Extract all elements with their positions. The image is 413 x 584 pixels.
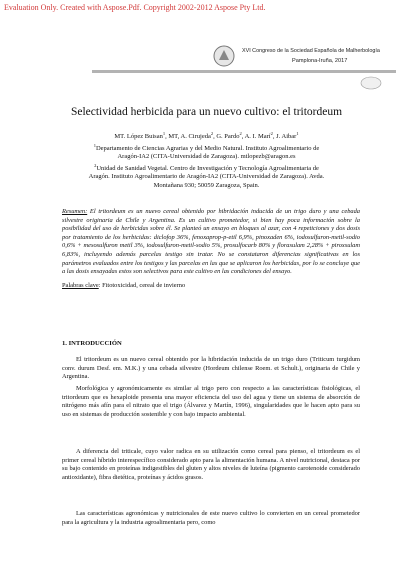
affiliation-2c: Montañana 930; 50059 Zaragoza, Spain. <box>153 181 260 189</box>
affiliation-1a: $^1$Departamento de Ciencias Agrarias y del Medio Natural. Instituto Agroalimentario de <box>93 142 320 152</box>
conference-logo-icon <box>212 44 236 68</box>
header-bar <box>92 70 396 73</box>
affiliation-2a: $^2$Unidad de Sanidad Vegetal. Centro de Investigación y Tecnología Agroalimentaria de <box>94 162 319 172</box>
paragraph-3: A diferencia del triticale, cuyo valor radica en su utilización como cereal para pienso, el tritordeum es el primer cereal híbrido interespecífico considerado apto para la alimentación humana. A nivel nutricional, destaca por su bajo contenido en proteínas indigestibles del gluten y altos niveles de luteína (pigmento carotenoide considerado antioxidante), fibra dietética, proteínas y ácidos grasos. <box>62 448 360 481</box>
conference-header <box>242 48 402 64</box>
authors-block <box>0 130 413 190</box>
conference-name: XVI Congreso de la Sociedad Española de Malherbología <box>242 48 380 54</box>
abstract <box>62 208 360 277</box>
paragraph-2: Morfológica y agronómicamente es similar al trigo pero con respecto a las características fisiológicas, el tritordeum que es hexaploide presenta una mayor eficiencia del uso del agua y tiene un sistema de absorción de nitrógeno más afín para el nitrato que el trigo (Álvarez y Martín, 1996), singularidades que le hacen apto para su uso en sistemas de producción sostenible y con bajo impacto ambiental. <box>62 385 360 418</box>
semh-badge-icon <box>360 76 382 90</box>
abstract-label: Resumen: <box>62 208 88 215</box>
abstract-text: El tritordeum es un nuevo cereal obtenido por hibridación inducida de un trigo duro y una cebada silvestre originaria de Chile y Argentina. Es un cultivo prometedor, si bien hay poca información sobre la posibilidad del uso de herbicidas sobre él. Se planteó un ensayo en bloques al azar, con 4 repeticiones y dos dosis por tratamiento de los herbicidas: diclofop 36%, fenoxaprop-p-etil 6,9%, pinoxaden 6%, iodosulfuron-metil-sodio 0,6% + mesosulfuron metil 3%, iodosulfuron-metil-sodio 5%, prosulfocarb 80% y florasulam 2,28% + piroxsulam 6,83%, incluyendo además parcelas testigo sin tratar. No se constataron diferencias significativas en los parámetros evaluados entre los testigos y las parcelas en las que se aplicaron los herbicidas, por lo se concluye que a las dosis ensayadas estos son selectivos para este cultivo en las condiciones del ensayo. <box>62 208 360 276</box>
section-heading: 1. INTRODUCCIÓN <box>62 340 122 347</box>
keywords-text: : Fitotoxicidad, cereal de invierno <box>98 282 186 289</box>
watermark: Evaluation Only. Created with Aspose.Pdf. Copyright 2002-2012 Aspose Pty Ltd. <box>4 3 266 12</box>
paragraph-1: El tritordeum es un nuevo cereal obtenido por la hibridación inducida de un trigo duro (Triticum turgidum conv. durum Desf. em. M.K.) y una cebada silvestre (Hordeum chilense Roem. et Schult.), originaria de Chile y Argentina. <box>62 356 360 381</box>
author-list: MT. López Buisan$^1$, MT, A. Cirujeda$^2$, G. Pardo$^2$, A. I. Marí$^2$, J. Aibar$^1$ <box>114 131 299 141</box>
keywords <box>62 282 185 289</box>
paper-title: Selectividad herbicida para un nuevo cultivo: el tritordeum <box>70 106 343 118</box>
affiliation-2b: Aragón. Instituto Agroalimentario de Aragón-IA2 (CITA-Universidad de Zaragoza). Avda. <box>88 173 325 181</box>
conference-location: Pamplona-Iruña, 2017 <box>292 58 348 64</box>
keywords-label: Palabras clave <box>62 282 99 289</box>
paragraph-4: Las características agronómicas y nutricionales de este nuevo cultivo lo convierten en un cereal prometedor para la agricultura y la industria agroalimentaria pero, como <box>62 510 360 526</box>
affiliation-1b: Aragón-IA2 (CITA-Universidad de Zaragoza). mtlopezb@aragon.es <box>117 153 296 161</box>
